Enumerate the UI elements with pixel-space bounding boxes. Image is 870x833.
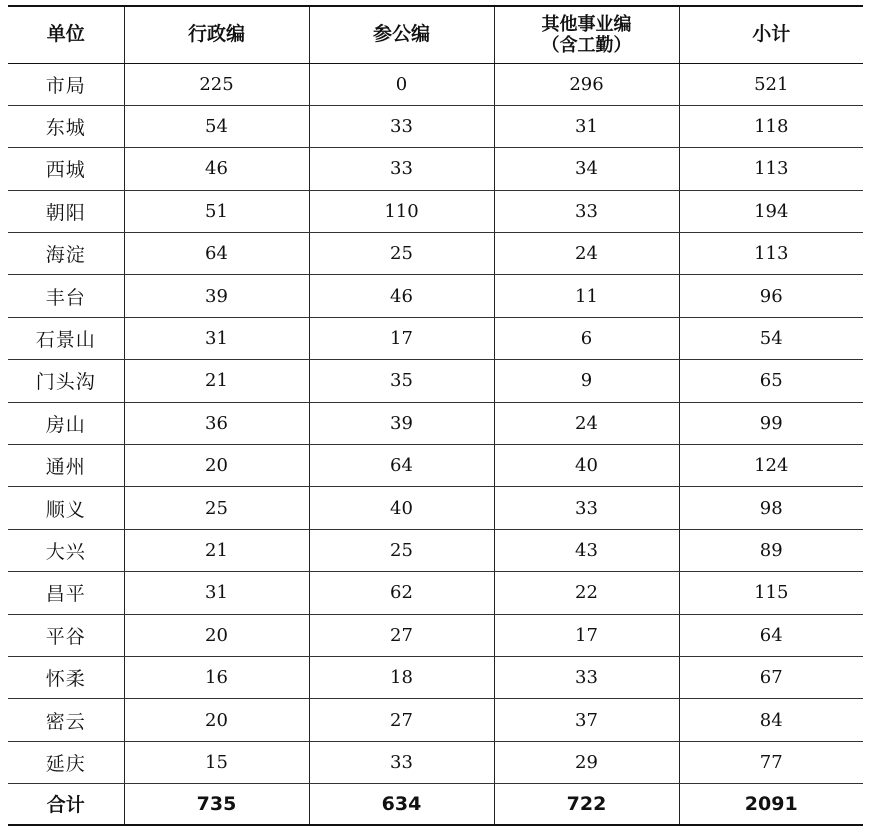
cell-ref-civil: 25	[309, 529, 494, 571]
cell-ref-civil: 46	[309, 275, 494, 317]
cell-ref-civil: 35	[309, 360, 494, 402]
total-subtotal: 2091	[679, 784, 863, 825]
cell-unit: 石景山	[8, 317, 124, 359]
header-other-line1: 其他事业编	[541, 13, 632, 35]
table-row	[8, 63, 863, 105]
cell-admin: 20	[124, 699, 309, 741]
cell-subtotal: 67	[679, 656, 863, 698]
cell-ref-civil: 110	[309, 190, 494, 232]
cell-other: 24	[494, 233, 679, 275]
cell-unit: 延庆	[8, 741, 124, 783]
header-other-line2: （含工勤）	[541, 34, 632, 56]
cell-unit: 门头沟	[8, 360, 124, 402]
cell-admin: 21	[124, 360, 309, 402]
cell-ref-civil: 33	[309, 105, 494, 147]
cell-other: 33	[494, 656, 679, 698]
cell-admin: 16	[124, 656, 309, 698]
cell-ref-civil: 62	[309, 572, 494, 614]
header-ref-civil: 参公编	[309, 6, 494, 63]
cell-unit: 朝阳	[8, 190, 124, 232]
table-row	[8, 699, 863, 741]
cell-admin: 54	[124, 105, 309, 147]
cell-unit: 密云	[8, 699, 124, 741]
cell-other: 43	[494, 529, 679, 571]
table-row	[8, 741, 863, 783]
cell-admin: 31	[124, 572, 309, 614]
cell-other: 11	[494, 275, 679, 317]
cell-subtotal: 64	[679, 614, 863, 656]
cell-subtotal: 113	[679, 148, 863, 190]
cell-other: 24	[494, 402, 679, 444]
cell-unit: 海淀	[8, 233, 124, 275]
table-row	[8, 148, 863, 190]
cell-subtotal: 521	[679, 63, 863, 105]
cell-unit: 丰台	[8, 275, 124, 317]
cell-admin: 20	[124, 445, 309, 487]
staffing-table	[8, 5, 863, 826]
total-row	[8, 784, 863, 825]
cell-admin: 39	[124, 275, 309, 317]
cell-subtotal: 115	[679, 572, 863, 614]
cell-unit: 怀柔	[8, 656, 124, 698]
cell-ref-civil: 17	[309, 317, 494, 359]
table-row	[8, 614, 863, 656]
cell-unit: 市局	[8, 63, 124, 105]
cell-other: 22	[494, 572, 679, 614]
cell-unit: 东城	[8, 105, 124, 147]
cell-unit: 房山	[8, 402, 124, 444]
cell-ref-civil: 27	[309, 699, 494, 741]
total-ref-civil: 634	[309, 784, 494, 825]
cell-admin: 36	[124, 402, 309, 444]
cell-ref-civil: 33	[309, 741, 494, 783]
table-row	[8, 656, 863, 698]
cell-admin: 31	[124, 317, 309, 359]
cell-other: 296	[494, 63, 679, 105]
cell-subtotal: 89	[679, 529, 863, 571]
cell-other: 29	[494, 741, 679, 783]
cell-subtotal: 113	[679, 233, 863, 275]
cell-ref-civil: 39	[309, 402, 494, 444]
table-header	[8, 6, 863, 63]
cell-other: 6	[494, 317, 679, 359]
cell-ref-civil: 40	[309, 487, 494, 529]
cell-other: 33	[494, 487, 679, 529]
table-row	[8, 275, 863, 317]
table-row	[8, 487, 863, 529]
cell-admin: 20	[124, 614, 309, 656]
cell-ref-civil: 27	[309, 614, 494, 656]
cell-ref-civil: 64	[309, 445, 494, 487]
cell-other: 31	[494, 105, 679, 147]
cell-ref-civil: 25	[309, 233, 494, 275]
cell-ref-civil: 18	[309, 656, 494, 698]
table-footer	[8, 784, 863, 825]
cell-subtotal: 124	[679, 445, 863, 487]
cell-admin: 225	[124, 63, 309, 105]
table-row	[8, 190, 863, 232]
total-admin: 735	[124, 784, 309, 825]
cell-subtotal: 65	[679, 360, 863, 402]
table-row	[8, 105, 863, 147]
total-label: 合计	[8, 784, 124, 825]
table-row	[8, 317, 863, 359]
table-row	[8, 360, 863, 402]
cell-subtotal: 118	[679, 105, 863, 147]
header-other	[494, 6, 679, 63]
cell-other: 37	[494, 699, 679, 741]
cell-admin: 21	[124, 529, 309, 571]
cell-other: 34	[494, 148, 679, 190]
cell-subtotal: 194	[679, 190, 863, 232]
table-row	[8, 402, 863, 444]
cell-ref-civil: 0	[309, 63, 494, 105]
table-row	[8, 529, 863, 571]
table-row	[8, 233, 863, 275]
cell-other: 40	[494, 445, 679, 487]
cell-other: 33	[494, 190, 679, 232]
cell-other: 9	[494, 360, 679, 402]
cell-unit: 昌平	[8, 572, 124, 614]
table-row	[8, 445, 863, 487]
cell-other: 17	[494, 614, 679, 656]
cell-admin: 25	[124, 487, 309, 529]
cell-subtotal: 54	[679, 317, 863, 359]
table-body	[8, 63, 863, 784]
cell-unit: 顺义	[8, 487, 124, 529]
cell-subtotal: 77	[679, 741, 863, 783]
total-other: 722	[494, 784, 679, 825]
cell-admin: 15	[124, 741, 309, 783]
header-subtotal: 小计	[679, 6, 863, 63]
cell-admin: 51	[124, 190, 309, 232]
header-admin: 行政编	[124, 6, 309, 63]
cell-ref-civil: 33	[309, 148, 494, 190]
cell-unit: 大兴	[8, 529, 124, 571]
cell-unit: 西城	[8, 148, 124, 190]
header-row	[8, 6, 863, 63]
cell-subtotal: 96	[679, 275, 863, 317]
table-row	[8, 572, 863, 614]
cell-admin: 64	[124, 233, 309, 275]
cell-subtotal: 99	[679, 402, 863, 444]
header-unit: 单位	[8, 6, 124, 63]
cell-subtotal: 84	[679, 699, 863, 741]
cell-admin: 46	[124, 148, 309, 190]
cell-unit: 通州	[8, 445, 124, 487]
cell-subtotal: 98	[679, 487, 863, 529]
cell-unit: 平谷	[8, 614, 124, 656]
